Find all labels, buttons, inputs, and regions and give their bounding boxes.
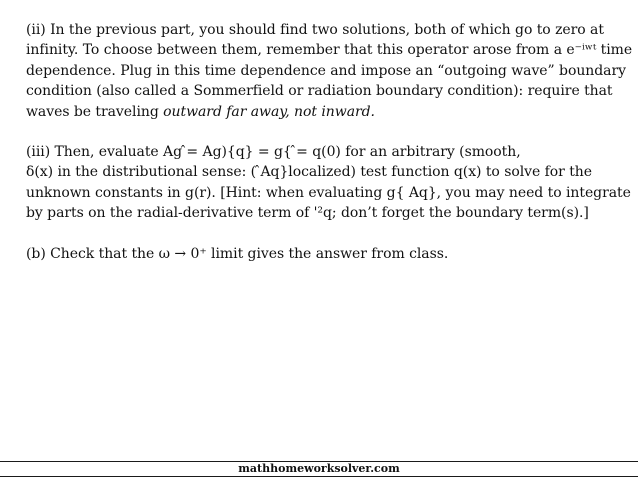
footer-site-link[interactable]: mathhomeworksolver.com [238,462,400,475]
paragraph-part-ii [26,20,633,122]
part-ii-line-5-italic: outward far away, not inward. [163,103,375,120]
part-ii-line-1: (ii) In the previous part, you should find two solutions, both of which go to zero at [26,22,604,38]
part-iii-line-4: by parts on the radial-derivative term of '²q; don’t forget the boundary term(s).] [26,205,589,222]
part-b-line-1: (b) Check that the ω → 0⁺ limit gives the answer from class. [26,245,449,262]
part-iii-line-1: (iii) Then, evaluate Ag ̂= Ag){q} = g{ ̂= q(0) for an arbitrary (smooth, [26,144,521,161]
part-iii-line-3: unknown constants in g(r). [Hint: when evaluating g{ Aq}, you may need to integrate [26,184,631,201]
slide-content [26,20,633,284]
part-ii-line-5 [26,102,622,122]
part-ii-line-3: dependence. Plug in this time dependence and impose an “outgoing wave” boundary [26,62,626,79]
part-iii-line-2: δ(x) in the distributional sense: ( ̂Aq}localized) test function q(x) to solve for the [26,164,592,181]
part-ii-line-4: condition (also called a Sommerfield or radiation boundary condition): require that [26,83,613,100]
part-ii-line-2: infinity. To choose between them, remember that this operator arose from a e⁻ⁱʷᵗ time [26,42,633,59]
footer-rule-bottom [0,476,638,477]
part-ii-line-5-plain: waves be traveling [26,103,164,120]
paragraph-part-iii [26,142,631,224]
paragraph-part-b [26,244,622,264]
